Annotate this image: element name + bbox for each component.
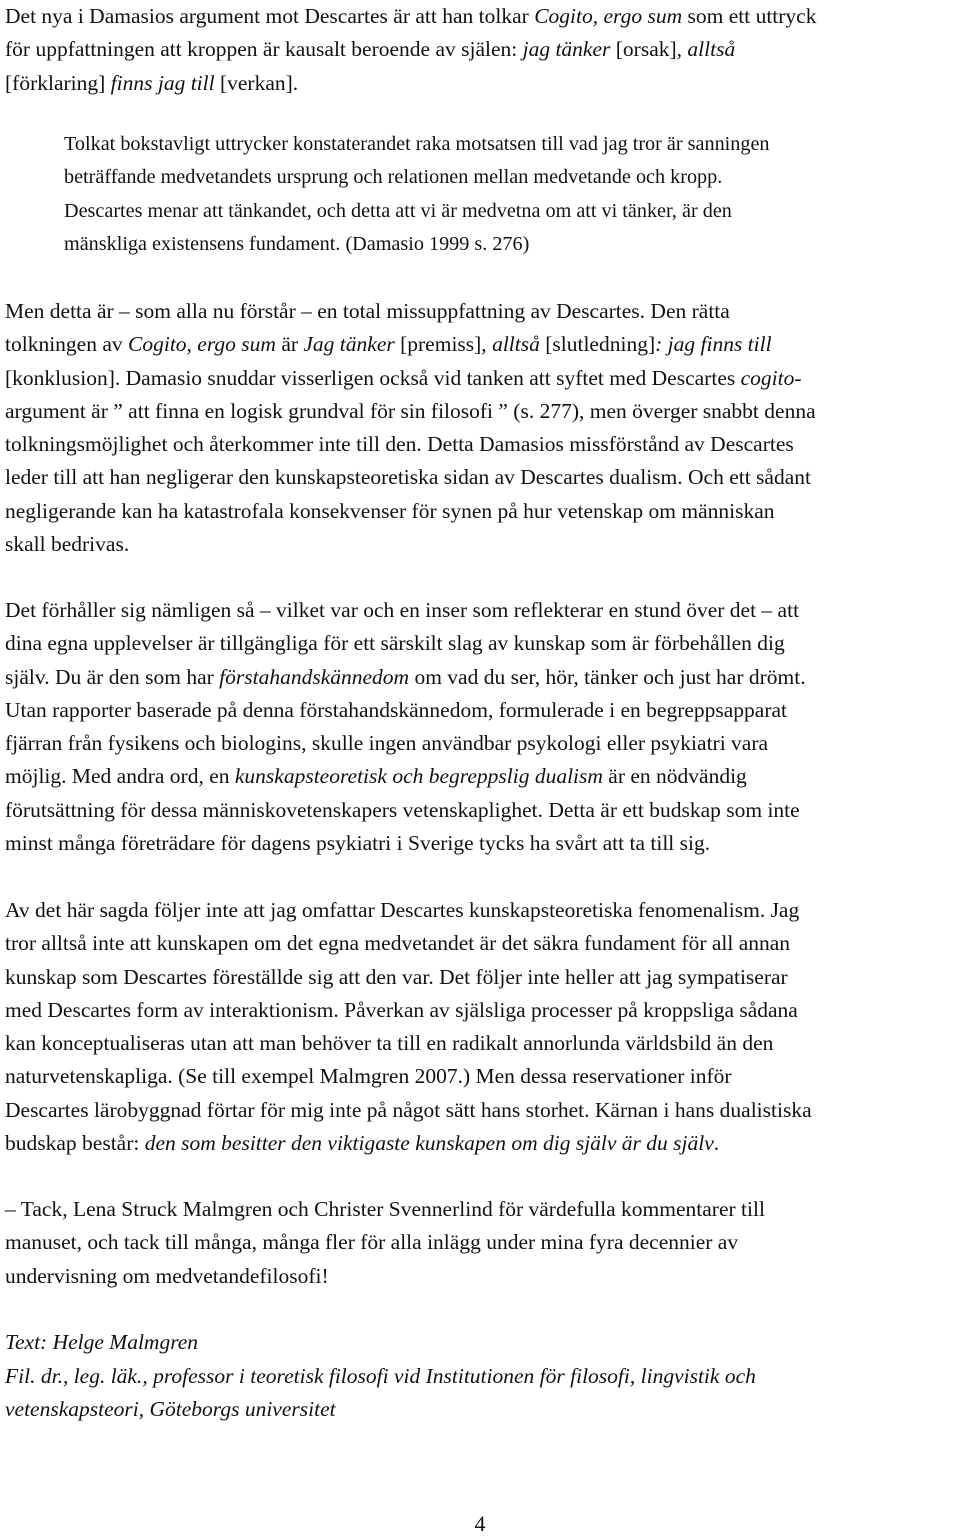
paragraph-acknowledgements: [5, 1193, 955, 1293]
paragraph-damasio-interpretation: [5, 0, 955, 100]
italic-text-run: den som besitter den viktigaste kunskapen om dig själv är du själv: [144, 1131, 714, 1156]
text-run: argument är ” att finna en logisk grundval för sin filosofi ” (s. 277), men överger snabbt denna: [5, 398, 816, 423]
text-run: [orsak],: [610, 37, 688, 62]
text-line: [5, 927, 955, 960]
text-line: [5, 295, 955, 328]
text-run: Descartes menar att tänkandet, och detta att vi är medvetna om att vi tänker, är den: [64, 199, 732, 222]
text-run: Descartes lärobyggnad förtar för mig inte på något sätt hans storhet. Kärnan i hans dualistiska: [5, 1097, 812, 1122]
text-line: [5, 1094, 955, 1127]
text-line: [5, 827, 955, 860]
italic-text-run: kunskapsteoretisk och begreppslig dualism: [234, 764, 603, 789]
text-run: för uppfattningen att kroppen är kausalt beroende av själen:: [5, 37, 523, 62]
block-quote-damasio: [64, 128, 954, 261]
text-run: är en nödvändig: [602, 764, 747, 789]
text-line: [5, 760, 955, 793]
text-line: [5, 994, 955, 1027]
text-run: Tolkat bokstavligt uttrycker konstaterandet raka motsatsen till vad jag tror är sanningen: [64, 133, 770, 155]
italic-text-run: Cogito, ergo sum: [128, 332, 276, 357]
text-line: [5, 594, 955, 627]
text-run: som ett uttryck: [682, 4, 817, 28]
text-line: [64, 161, 954, 194]
text-line: [5, 1060, 955, 1093]
italic-text-run: jag tänker: [522, 37, 611, 62]
text-line: [5, 362, 955, 395]
text-run: fjärran från fysikens och biologins, skulle ingen användbar psykologi eller psykiatri vara: [5, 731, 769, 756]
text-run: [premiss],: [394, 332, 493, 357]
text-line: [5, 1226, 955, 1259]
text-run: negligerande kan ha katastrofala konsekvenser för synen på hur vetenskap om människan: [5, 498, 775, 523]
text-run: naturvetenskapliga. (Se till exempel Malmgren 2007.) Men dessa reservationer inför: [5, 1064, 732, 1089]
text-run: Av det här sagda följer inte att jag omfattar Descartes kunskapsteoretiska fenomenalism. Jag: [5, 898, 800, 922]
text-run: tolkningsmöjlighet och återkommer inte till den. Detta Damasios missförstånd av Descartes: [5, 432, 794, 457]
text-run: .: [713, 1131, 720, 1156]
text-run: kunskap som Descartes föreställde sig att den var. Det följer inte heller att jag sympatiserar: [5, 964, 788, 989]
italic-text-run: alltså: [687, 37, 736, 62]
text-line: [5, 694, 955, 727]
text-run: möjlig. Med andra ord, en: [5, 764, 235, 789]
text-run: [konklusion]. Damasio snuddar visserligen också vid tanken att syftet med Descartes: [5, 365, 741, 390]
text-run: skall bedrivas.: [5, 532, 130, 557]
text-run: budskap består:: [5, 1131, 145, 1156]
text-run: Utan rapporter baserade på denna förstahandskännedom, formulerade i en begreppsapparat: [5, 697, 788, 722]
text-line: [5, 1127, 955, 1160]
text-run: förutsättning för dessa människovetenskapers vetenskaplighet. Detta är ett budskap som inte: [5, 797, 800, 822]
italic-text-run: Jag tänker: [303, 332, 395, 357]
text-line: [5, 528, 955, 561]
text-line: [64, 128, 954, 161]
text-run: minst många företrädare för dagens psykiatri i Sverige tycks ha svårt att ta till sig.: [5, 831, 711, 856]
text-run: [verkan].: [214, 70, 299, 95]
italic-text-run: förstahandskännedom: [219, 664, 410, 689]
text-line: [5, 0, 955, 33]
text-line: [5, 395, 955, 428]
text-line: [5, 428, 955, 461]
text-run: dina egna upplevelser är tillgängliga för ett särskilt slag av kunskap som är förbehållen dig: [5, 631, 785, 656]
text-run: tror alltså inte att kunskapen om det egna medvetandet är det säkra fundament för all annan: [5, 931, 791, 956]
page-number: 4: [474, 1511, 486, 1536]
italic-text-run: : jag finns till: [655, 332, 772, 357]
signature-author: Text: Helge Malmgren: [5, 1330, 199, 1354]
text-run: beträffande medvetandets ursprung och relationen mellan medvetande och kropp.: [64, 166, 723, 189]
paragraph-reservations: [5, 894, 955, 1160]
text-line: [5, 1260, 955, 1293]
text-line: [5, 328, 955, 361]
text-line: [5, 33, 955, 66]
text-run: med Descartes form av interaktionism. Påverkan av själsliga processer på kroppsliga sådana: [5, 997, 798, 1022]
text-run: – Tack, Lena Struck Malmgren och Christer Svennerlind för värdefulla kommentarer till: [5, 1197, 765, 1221]
text-run: Det förhåller sig nämligen så – vilket var och en inser som reflekterar en stund över det – att: [5, 598, 800, 622]
text-line: [5, 461, 955, 494]
text-line: [5, 961, 955, 994]
text-run: är: [275, 332, 304, 357]
text-line: [5, 67, 955, 100]
text-run: undervisning om medvetandefilosofi!: [5, 1263, 329, 1288]
text-line: [5, 794, 955, 827]
text-line: [5, 1193, 955, 1226]
text-line: [5, 661, 955, 694]
text-run: [slutledning]: [539, 332, 656, 357]
text-line: [5, 727, 955, 760]
italic-text-run: cogito-: [740, 365, 802, 390]
italic-text-run: alltså: [492, 332, 540, 357]
text-line: [5, 495, 955, 528]
text-run: tolkningen av: [5, 332, 129, 357]
paragraph-first-hand-knowledge: [5, 594, 955, 860]
text-run: själv. Du är den som har: [5, 664, 220, 689]
text-run: mänskliga existensens fundament. (Damasio 1999 s. 276): [64, 232, 530, 255]
text-run: [förklaring]: [5, 70, 111, 95]
text-line: [5, 894, 955, 927]
text-line: [64, 228, 954, 261]
text-line: [5, 1027, 955, 1060]
text-run: Men detta är – som alla nu förstår – en total missuppfattning av Descartes. Den rätta: [5, 299, 730, 323]
text-run: kan konceptualiseras utan att man behöver ta till en radikalt annorlunda världsbild än den: [5, 1031, 774, 1056]
text-run: manuset, och tack till många, många fler för alla inlägg under mina fyra decennier av: [5, 1230, 739, 1255]
italic-text-run: Cogito, ergo sum: [534, 4, 683, 28]
text-run: leder till att han negligerar den kunskapsteoretiska sidan av Descartes dualism. Och ett sådant: [5, 465, 811, 490]
text-run: om vad du ser, hör, tänker och just har drömt.: [409, 664, 806, 689]
text-line: [5, 627, 955, 660]
signature-affiliation-line-1: Fil. dr., leg. läk., professor i teoretisk filosofi vid Institutionen för filosofi, lingvistik och: [5, 1364, 756, 1388]
text-run: Det nya i Damasios argument mot Descartes är att han tolkar: [5, 4, 535, 28]
signature-affiliation-line-2: vetenskapsteori, Göteborgs universitet: [5, 1397, 336, 1421]
italic-text-run: finns jag till: [110, 70, 215, 95]
text-line: [64, 195, 954, 228]
paragraph-cogito-misreading: [5, 295, 955, 561]
